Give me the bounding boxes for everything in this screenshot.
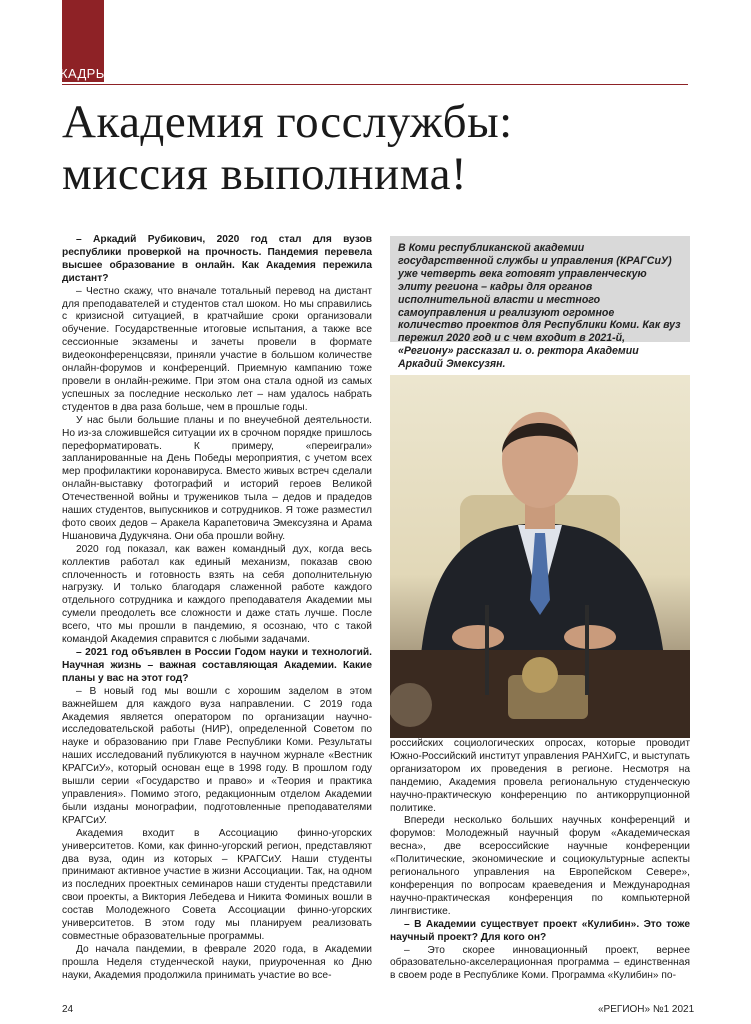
- article-title: [62, 96, 702, 200]
- rector-photo: [390, 375, 690, 738]
- body-paragraph: Впереди несколько больших научных конференций и форумов: Молодежный научный форум «Академическая весна», две всероссийские научные конференции «Политические, экономические и социокультурные аспекты регионального управления на Европейском Севере», конференция по вопросам краеведения и Международная научно-практическая конференция по компьютерной лингвистике.: [390, 815, 690, 917]
- left-text-column: [62, 234, 372, 983]
- section-rubric: КАДРЫ: [60, 66, 108, 81]
- portrait-illustration: [390, 375, 690, 738]
- body-paragraph: У нас были большие планы и по внеучебной деятельности. Но из-за сложившейся ситуации их в срочном порядке пришлось переформатировать. К примеру, «переиграли» запланированные на День Победы мероприятия, с учетом всех мер профилактики коронавируса. Вместо живых встреч сделали онлайн-выставку фотографий и историй героев Великой Отечественной войны и тружеников тыла – дедов и прадедов наших студентов, выпускников и сотрудников. Я тоже разместил фото своих дедов – Аракела Карапетовича Эмексузяна и Арама Ншановича Дудукчяна. Они оба прошли войну.: [62, 414, 372, 542]
- answer-paragraph: – Честно скажу, что вначале тотальный перевод на дистант для преподавателей и студентов стал шоком. Но мы справились с кризисной ситуацией, в кратчайшие сроки организовали обучение. Государственные итоговые испытания, а также все сессионные экзамены и зачеты провели в формате видеоконференцсвязи, приняли участие в большом количестве онлайн-форумов и конференций. Приемную кампанию тоже провели в онлайн-режиме. При этом она стала одной из самых успешных за последние несколько лет – нам удалось набрать студентов в два раза больше, чем в прошлые годы.: [62, 285, 372, 413]
- body-paragraph: Академия входит в Ассоциацию финно-угорских университетов. Коми, как финно-угорский регион, представляют два вуза, один из которых – КРАГСиУ. Наши студенты принимают активное участие в жизни Ассоциации. Так, на одном из последних проектных семинаров наши студенты представили свои проекты, а Виктория Лебедева и Никита Фоминых вошли в состав Молодежного Совета Ассоциации финно-угорских университетов. В этом году мы планируем реализовать совместные образовательные программы.: [62, 827, 372, 942]
- title-line-1: Академия госслужбы:: [62, 96, 513, 148]
- magazine-issue: «РЕГИОН» №1 2021: [598, 1004, 695, 1015]
- body-paragraph: 2020 год показал, как важен командный дух, когда весь коллектив работал как единый механизм, показав свою сплоченность и готовность взять на себя дополнительную нагрузку. И только благодаря слаженной работе каждого отдельного сотрудника и каждого преподавателя Академии мы сумели преодолеть все сложности и даже стать лучше. После всего, что мы прошли в пандемию, я осознаю, что с такой командой Академия справится с любыми задачами.: [62, 543, 372, 646]
- question-paragraph: – В Академии существует проект «Кулибин». Это тоже научный проект? Для кого он?: [390, 918, 690, 943]
- answer-paragraph: – В новый год мы вошли с хорошим заделом в этом важнейшем для каждого вуза направлении. С 2019 года Академия является оператором по организации научно-исследовательской работы (НИР), определенной Советом по науке и образованию при Главе Республики Коми. Результаты наших исследований публикуются в научном журнале «Вестник КРАГСиУ», который основан еще в 1998 году. В прошлом году вышли серии «Государство и право» и «Теория и практика управления». Помимо этого, редакционным отделом Академии были изданы монографии, подготовленные преподавателями КРАГСиУ.: [62, 685, 372, 826]
- answer-paragraph: – Это скорее инновационный проект, вернее образовательно-акселерационная программа – единственная в своем роде в Республике Коми. Программа «Кулибин» по-: [390, 944, 690, 982]
- body-paragraph: До начала пандемии, в феврале 2020 года, в Академии прошла Неделя студенческой науки, приуроченная ко Дню науки, Академия продолжила принимать участие во все-: [62, 943, 372, 981]
- question-paragraph: – Аркадий Рубикович, 2020 год стал для вузов республики проверкой на прочность. Пандемия перевела высшее образование в онлайн. Как Академия пережила дистант?: [62, 234, 372, 284]
- rubric-divider: [62, 84, 688, 85]
- rubric-color-block: [62, 0, 104, 62]
- body-paragraph: российских социологических опросах, которые проводит Южно-Российский институт управления РАНХиГС, и выступать организатором их проведения в регионе. Несмотря на пандемию, Академия провела региональную студенческую научно-практическую конференцию по антикоррупционной политике.: [390, 738, 690, 814]
- question-paragraph: – 2021 год объявлен в России Годом науки и технологий. Научная жизнь – важная составляющая Академии. Какие планы у вас на этот год?: [62, 647, 372, 684]
- lead-box: В Коми республиканской академии государственной службы и управления (КРАГСиУ) уже четверть века готовят управленческую элиту региона – кадры для органов исполнительной власти и местного самоуправления и реализуют огромное количество проектов для Республики Коми. Как вуз пережил 2020 год и с чем входит в 2021-й, «Региону» рассказал и. о. ректора Академии Аркадий Эмексузян.: [390, 236, 690, 342]
- title-line-2: миссия выполнима!: [62, 148, 468, 200]
- right-text-column: [390, 738, 690, 983]
- page-number: 24: [62, 1004, 74, 1015]
